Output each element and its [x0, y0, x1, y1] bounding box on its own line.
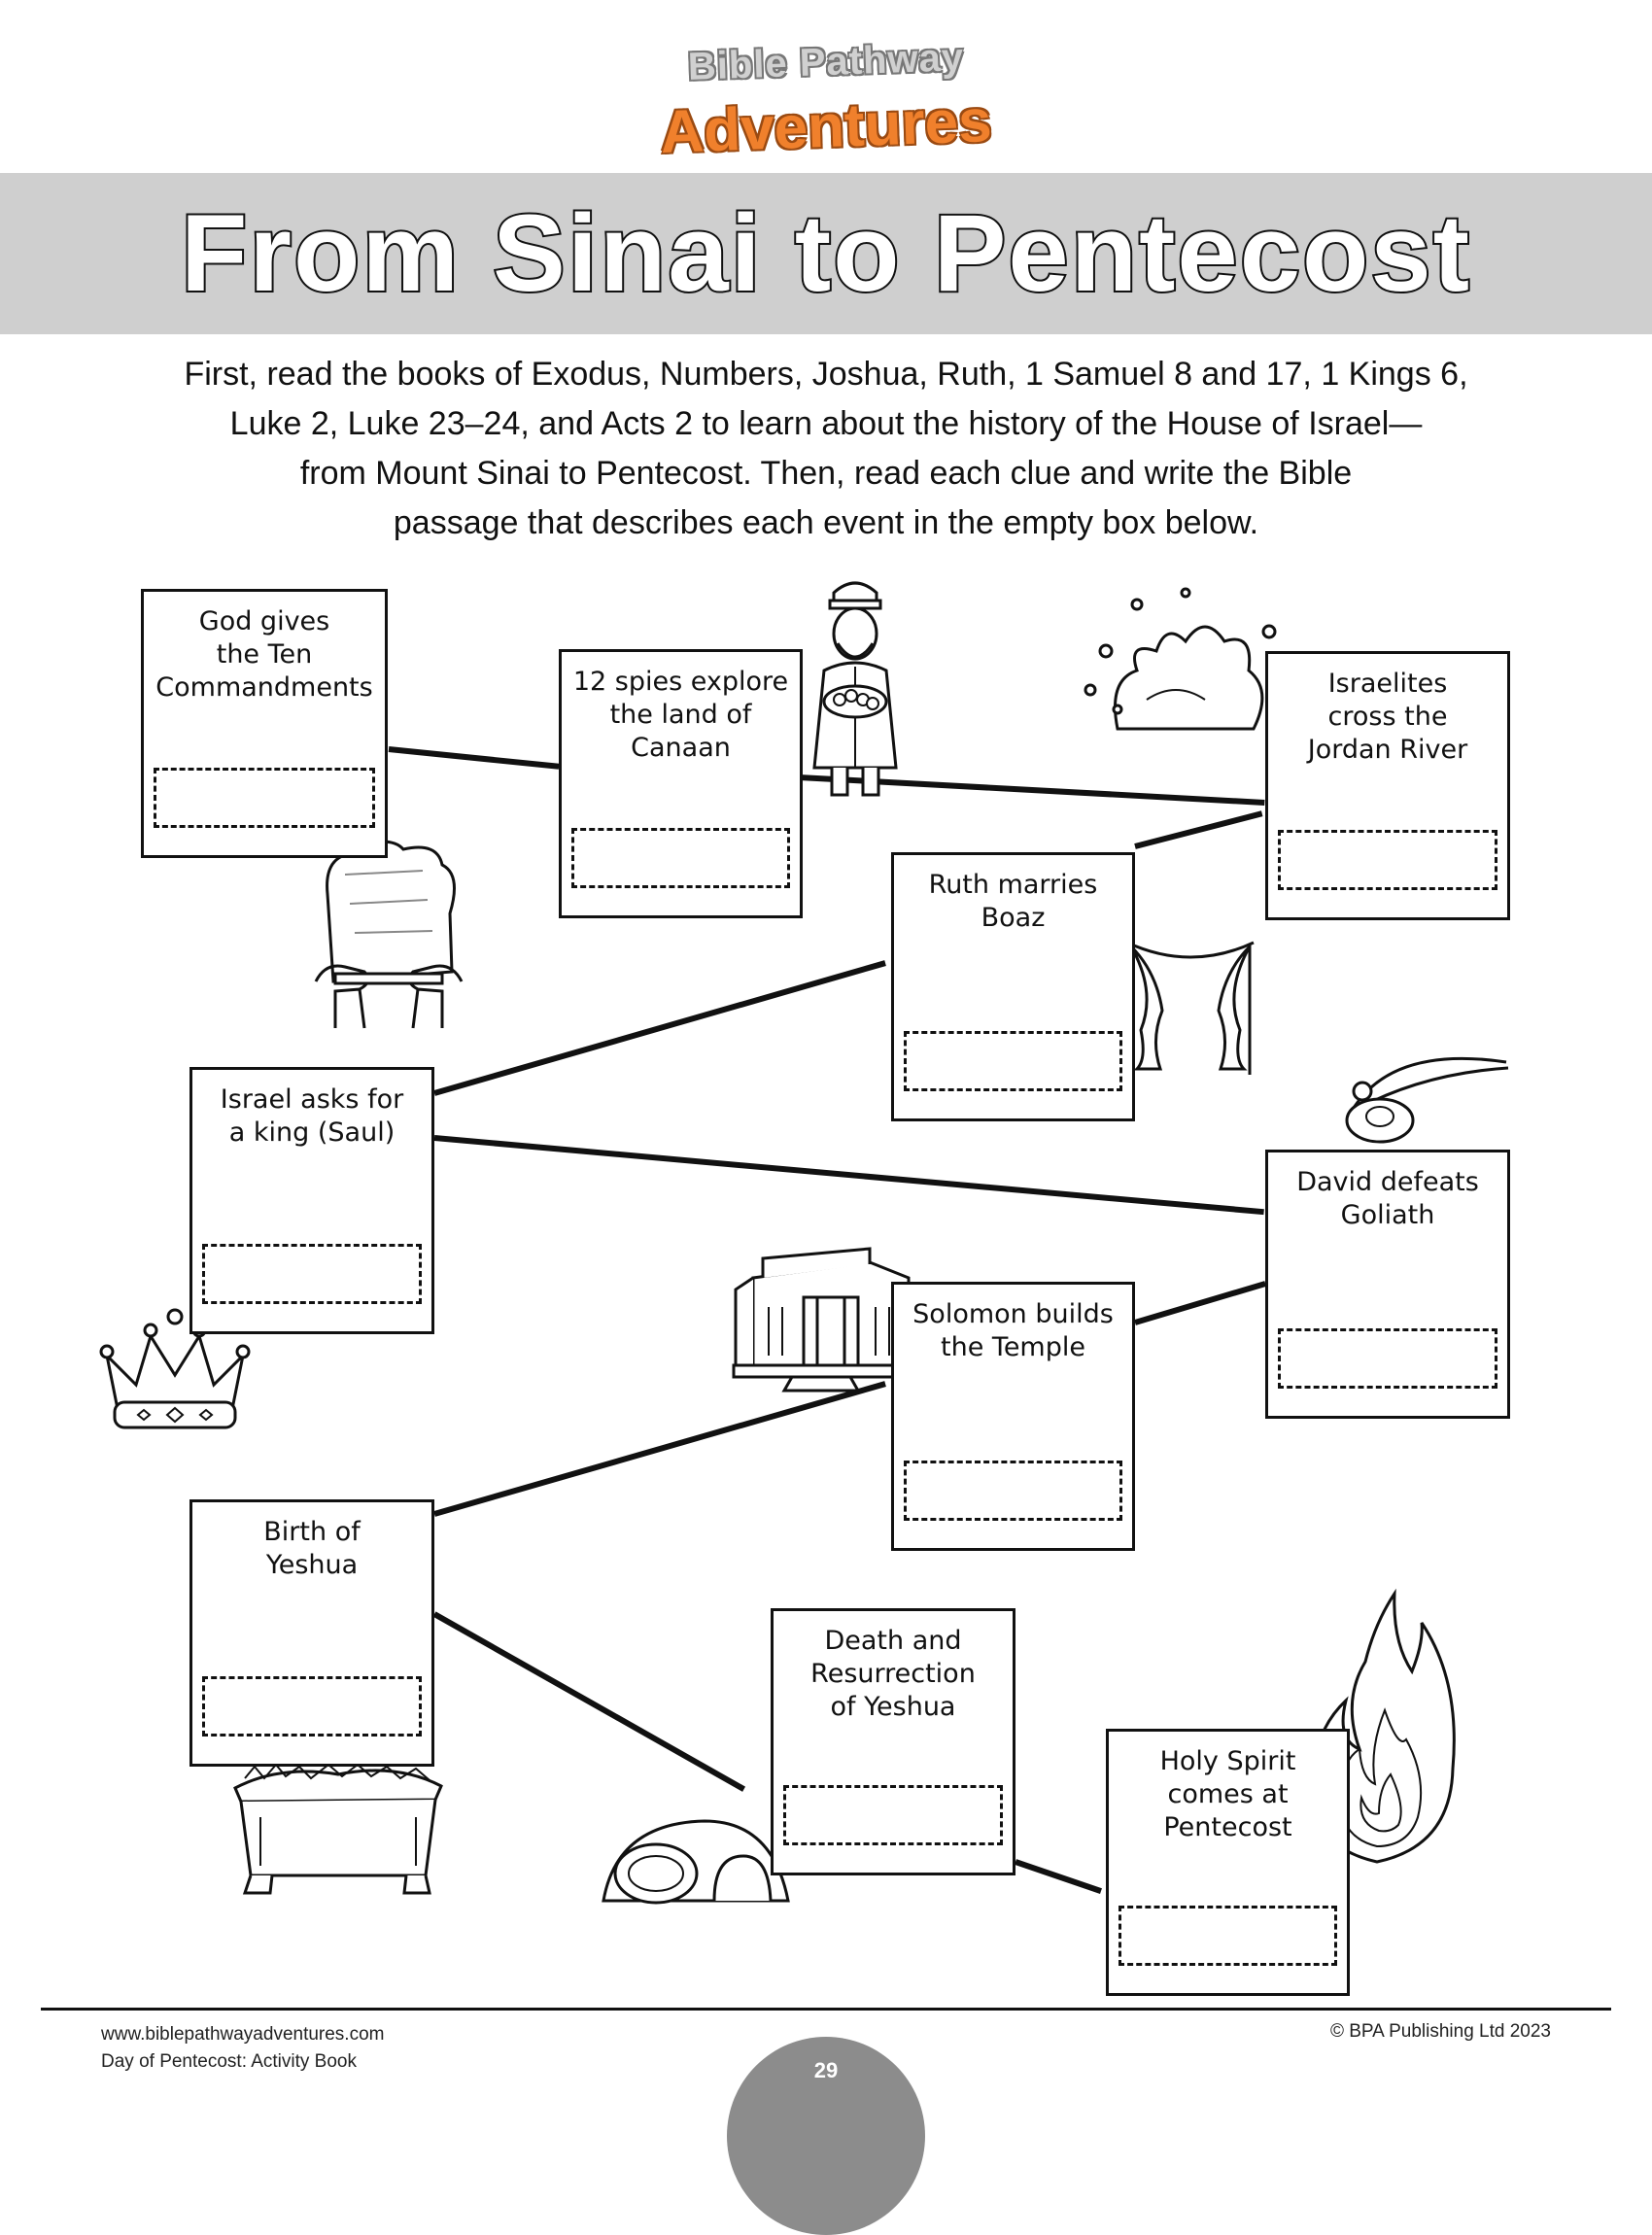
answer-box[interactable]: [904, 1461, 1122, 1521]
event-box-solomon-temple: [891, 1282, 1135, 1551]
connector-line: [433, 960, 886, 1096]
answer-box[interactable]: [154, 768, 375, 828]
event-label: Birth of Yeshua: [263, 1517, 361, 1580]
event-label: Solomon builds the Temple: [912, 1299, 1114, 1362]
water-splash-icon: [1079, 583, 1283, 739]
event-box-king-saul: [189, 1067, 434, 1334]
instruction-line: from Mount Sinai to Pentecost. Then, read each clue and write the Bible: [299, 455, 1353, 492]
connector-line: [1015, 1859, 1102, 1894]
event-box-ten-commandments: [141, 589, 388, 858]
connector-line: [433, 1381, 886, 1517]
page-number: 29: [813, 2058, 839, 2082]
event-label: Israel asks for a king (Saul): [220, 1084, 404, 1148]
connector-line: [433, 1611, 746, 1791]
footer-rule: [41, 2008, 1611, 2011]
event-box-pentecost: [1106, 1729, 1350, 1996]
event-label: God gives the Ten Commandments: [155, 606, 373, 703]
instruction-line: Luke 2, Luke 23–24, and Acts 2 to learn about the history of the House of Israel—: [229, 405, 1423, 442]
spy-with-grapes-icon: [797, 573, 913, 807]
answer-box[interactable]: [571, 828, 790, 888]
event-label: Israelites cross the Jordan River: [1307, 669, 1468, 765]
answer-box[interactable]: [202, 1244, 422, 1304]
instruction-line: First, read the books of Exodus, Numbers, Joshua, Ruth, 1 Samuel 8 and 17, 1 Kings 6,: [184, 356, 1468, 393]
footer-copyright: © BPA Publishing Ltd 2023: [1329, 2021, 1551, 2042]
instruction-line: passage that describes each event in the empty box below.: [393, 504, 1259, 541]
logo-top-text: Bible Pathway: [687, 36, 965, 88]
event-label: David defeats Goliath: [1296, 1167, 1479, 1230]
event-box-twelve-spies: [559, 649, 803, 918]
stone-tablets-icon: [306, 836, 471, 1030]
answer-box[interactable]: [1278, 1328, 1497, 1389]
logo-main-text: Adventures: [659, 87, 993, 166]
connector-line: [1134, 1281, 1266, 1325]
event-label: 12 spies explore the land of Canaan: [572, 667, 789, 763]
connector-line: [1134, 810, 1262, 849]
footer-website-link[interactable]: www.biblepathwayadventures.com: [101, 2024, 385, 2045]
connector-line: [389, 746, 560, 770]
event-label: Ruth marries Boaz: [928, 870, 1098, 933]
event-box-david-goliath: [1265, 1150, 1510, 1419]
answer-box[interactable]: [783, 1785, 1003, 1845]
footer-left: [101, 2021, 385, 2076]
empty-tomb-icon: [598, 1807, 792, 1905]
answer-box[interactable]: [904, 1031, 1122, 1091]
event-box-birth-yeshua: [189, 1499, 434, 1767]
sling-stone-icon: [1331, 1045, 1516, 1147]
curtain-canopy-icon: [1118, 933, 1263, 1079]
event-label: Holy Spirit comes at Pentecost: [1159, 1746, 1296, 1842]
answer-box[interactable]: [1278, 830, 1497, 890]
answer-box[interactable]: [202, 1676, 422, 1736]
event-box-ruth-boaz: [891, 852, 1135, 1121]
event-box-death-resurrection: [771, 1608, 1015, 1875]
temple-icon: [724, 1239, 918, 1394]
event-label: Death and Resurrection of Yeshua: [810, 1626, 976, 1722]
connector-line: [434, 1135, 1264, 1215]
event-box-jordan-river: [1265, 651, 1510, 920]
answer-box[interactable]: [1119, 1906, 1337, 1966]
footer-book-title: Day of Pentecost: Activity Book: [101, 2051, 357, 2072]
page-title: From Sinai to Pentecost: [181, 192, 1471, 314]
manger-icon: [222, 1759, 455, 1895]
instructions: [146, 350, 1506, 548]
